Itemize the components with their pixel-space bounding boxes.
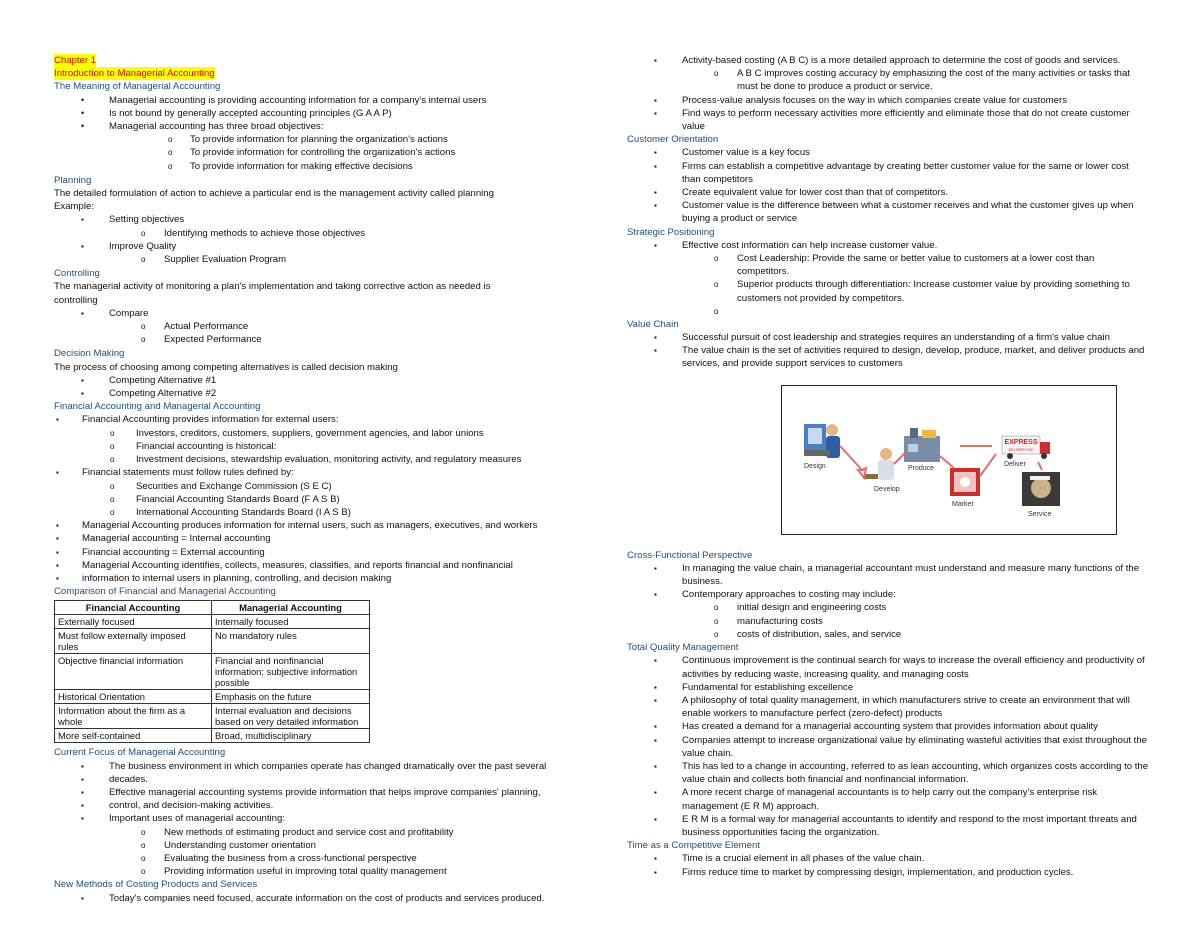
diagram-label-deliver: Deliver: [1004, 460, 1026, 468]
heading-current-focus: Current Focus of Managerial Accounting: [54, 747, 226, 759]
table-row: [55, 690, 370, 704]
develop-figure: [864, 448, 894, 480]
list-item: ▪ decades.: [54, 773, 564, 786]
list-item: ▪ The business environment in which companies operate has changed dramatically over the past several: [54, 760, 564, 773]
list-item: ▪ Successful pursuit of cost leadership and strategies requires an understanding of a firm's value chain: [627, 331, 1149, 344]
list-item: ▪ Managerial accounting = Internal accounting: [54, 532, 564, 545]
market-figure: [950, 468, 980, 496]
list-item: o New methods of estimating product and service cost and profitability: [54, 826, 564, 839]
list-item: ▪ Fundamental for establishing excellence: [627, 681, 1149, 694]
table-cell: Information about the firm as a whole: [55, 704, 212, 729]
diagram-label-produce: Produce: [908, 464, 935, 472]
list-item: ▪ Competing Alternative #1: [54, 374, 564, 387]
heading-cross-functional: Cross-Functional Perspective: [627, 549, 753, 561]
financial-list: [54, 413, 564, 585]
table-row: [55, 729, 370, 743]
list-item: o Financial Accounting Standards Board (F A S B): [54, 493, 564, 506]
list-item: ▪ E R M is a formal way for managerial accountants to identify and respond to the most important threats and business opportunities facing the organization.: [627, 813, 1149, 839]
list-item: • Is not bound by generally accepted accounting principles (G A A P): [54, 107, 564, 120]
planning-paragraph: The detailed formulation of action to achieve a particular end is the management activity called planning: [54, 188, 494, 200]
service-figure: [1022, 472, 1060, 506]
list-item: o Financial accounting is historical:: [54, 440, 564, 453]
controlling-paragraph: The managerial activity of monitoring a plan's implementation and taking corrective action as needed is controlling: [54, 281, 491, 306]
list-item: • Managerial accounting has three broad objectives:: [54, 120, 564, 133]
list-item: o A B C improves costing accuracy by emphasizing the cost of the many activities or tasks that must be done to produce a product or service.: [627, 67, 1149, 93]
diagram-label-develop: Develop: [874, 485, 900, 493]
list-item: ▪ Improve Quality: [54, 240, 564, 253]
current-focus-list: [54, 760, 564, 879]
list-item: o Providing information useful in improving total quality management: [54, 865, 564, 878]
value-chain-list: [627, 331, 1149, 371]
list-item: ▪ Effective managerial accounting systems provide information that helps improve companies' planning,: [54, 786, 564, 799]
list-item: ▪ Effective cost information can help increase customer value.: [627, 239, 1149, 252]
table-cell: Objective financial information: [55, 654, 212, 690]
table-cell: Broad, multidisciplinary: [212, 729, 370, 743]
left-column: [54, 54, 564, 905]
planning-list: [54, 213, 564, 266]
comparison-table: [54, 600, 370, 743]
diagram-label-market: Market: [952, 500, 974, 508]
table-cell: More self-contained: [55, 729, 212, 743]
list-item: o Expected Performance: [54, 333, 564, 346]
heading-controlling: Controlling: [54, 268, 100, 280]
value-chain-illustration: [782, 386, 1116, 534]
list-item: o Evaluating the business from a cross-functional perspective: [54, 852, 564, 865]
produce-figure: [904, 428, 940, 462]
table-cell: Must follow externally imposed rules: [55, 629, 212, 654]
abc-list: [627, 54, 1149, 133]
heading-time: Time as a Competitive Element: [627, 840, 760, 852]
list-item: o International Accounting Standards Board (I A S B): [54, 506, 564, 519]
meaning-list: [54, 94, 564, 173]
table-cell: Externally focused: [55, 615, 212, 629]
list-item: ▪ Find ways to perform necessary activities more efficiently and eliminate those that do not create customer value: [627, 107, 1149, 133]
list-item: o Supplier Evaluation Program: [54, 253, 564, 266]
table-header-cell: Managerial Accounting: [212, 601, 370, 615]
list-item: ▪ Financial statements must follow rules defined by:: [54, 466, 564, 479]
table-row: [55, 704, 370, 729]
list-item: ▪ control, and decision-making activities.: [54, 799, 564, 812]
right-column: [627, 54, 1149, 879]
customer-list: [627, 146, 1149, 225]
heading-new-methods: New Methods of Costing Products and Services: [54, 879, 258, 891]
example-label: Example:: [54, 201, 94, 213]
list-item: ▪ Setting objectives: [54, 213, 564, 226]
list-item: ▪ The value chain is the set of activities required to design, develop, produce, market, and deliver products and services, and provide support services to customers: [627, 344, 1149, 370]
heading-meaning: The Meaning of Managerial Accounting: [54, 81, 221, 93]
strategic-list: [627, 239, 1149, 318]
list-item: o Actual Performance: [54, 320, 564, 333]
heading-value-chain: Value Chain: [627, 318, 679, 330]
decision-paragraph: The process of choosing among competing alternatives is called decision making: [54, 361, 398, 373]
list-item: ▪ Process-value analysis focuses on the way in which companies create value for customers: [627, 94, 1149, 107]
heading-planning: Planning: [54, 174, 92, 186]
list-item: o Investment decisions, stewardship evaluation, monitoring activity, and regulatory measures: [54, 453, 564, 466]
list-item: o To provide information for planning the organization's actions: [54, 133, 564, 146]
table-row: [55, 654, 370, 690]
list-item: ▪ Has created a demand for a managerial accounting system that provides information about quality: [627, 720, 1149, 733]
heading-comparison: Comparison of Financial and Managerial Accounting: [54, 586, 276, 598]
list-item: ▪ Customer value is a key focus: [627, 146, 1149, 159]
list-item: [627, 305, 1149, 318]
list-item: ▪ Compare: [54, 307, 564, 320]
list-item: ▪ Important uses of managerial accounting:: [54, 812, 564, 825]
table-row: [55, 629, 370, 654]
list-item: ▪ Financial Accounting provides information for external users:: [54, 413, 564, 426]
list-item: ▪ Create equivalent value for lower cost than that of competitors.: [627, 186, 1149, 199]
list-item: ▪ Contemporary approaches to costing may include:: [627, 588, 1149, 601]
new-methods-list: [54, 892, 564, 905]
heading-total-quality: Total Quality Management: [627, 642, 739, 654]
chapter-title: Introduction to Managerial Accounting: [54, 68, 215, 80]
list-item: ▪ Financial accounting = External accounting: [54, 546, 564, 559]
list-item: ▪ In managing the value chain, a managerial accountant must understand and measure many functions of the business.: [627, 562, 1149, 588]
truck-brand-sublabel: DELIVERY INC: [1008, 447, 1034, 452]
table-cell: Historical Orientation: [55, 690, 212, 704]
decision-list: [54, 374, 564, 400]
list-item: ▪ Time is a crucial element in all phases of the value chain.: [627, 852, 1149, 865]
list-item: ▪ Today's companies need focused, accurate information on the cost of products and services produced.: [54, 892, 564, 905]
diagram-label-design: Design: [804, 462, 826, 470]
table-header-cell: Financial Accounting: [55, 601, 212, 615]
list-item: ▪ Firms reduce time to market by compressing design, implementation, and production cycles.: [627, 866, 1149, 879]
heading-customer-orientation: Customer Orientation: [627, 134, 719, 146]
list-item: o costs of distribution, sales, and service: [627, 628, 1149, 641]
list-item: ▪ A philosophy of total quality management, in which manufacturers strive to create an environment that will enable workers to manufacture perfect (zero-defect) products: [627, 694, 1149, 720]
list-item: ▪ This has led to a change in accounting, referred to as lean accounting, which organizes costs according to the value chain and collects both financial and nonfinancial information.: [627, 760, 1149, 786]
list-item: o To provide information for making effective decisions: [54, 160, 564, 173]
list-item: ▪ information to internal users in planning, controlling, and decision making: [54, 572, 564, 585]
table-cell: Internally focused: [212, 615, 370, 629]
list-item: ▪ Competing Alternative #2: [54, 387, 564, 400]
table-cell: Internal evaluation and decisions based on very detailed information: [212, 704, 370, 729]
list-item: o To provide information for controlling the organization's actions: [54, 146, 564, 159]
controlling-list: [54, 307, 564, 347]
list-item: ▪ Customer value is the difference between what a customer receives and what the customer gives up when buying a product or service: [627, 199, 1149, 225]
list-item: o Investors, creditors, customers, suppliers, government agencies, and labor unions: [54, 427, 564, 440]
heading-strategic-positioning: Strategic Positioning: [627, 226, 715, 238]
list-item: • Managerial accounting is providing accounting information for a company's internal users: [54, 94, 564, 107]
list-item: o Understanding customer orientation: [54, 839, 564, 852]
cross-functional-list: [627, 562, 1149, 641]
table-cell: Emphasis on the future: [212, 690, 370, 704]
list-item: ▪ Firms can establish a competitive advantage by creating better customer value for the same or lower cost than competitors: [627, 160, 1149, 186]
list-item: o Identifying methods to achieve those objectives: [54, 227, 564, 240]
list-item: ▪ A more recent charge of managerial accountants is to help carry out the company's enterprise risk management (E R M) approach.: [627, 786, 1149, 812]
truck-brand-label: EXPRESS: [1004, 438, 1038, 446]
table-cell: No mandatory rules: [212, 629, 370, 654]
list-item: o Cost Leadership: Provide the same or better value to customers at a lower cost than competitors.: [627, 252, 1149, 278]
list-item: ▪ Activity-based costing (A B C) is a more detailed approach to determine the cost of goods and services.: [627, 54, 1149, 67]
list-item: ▪ Managerial Accounting identifies, collects, measures, classifies, and reports financial and nonfinancial: [54, 559, 564, 572]
table-row: [55, 615, 370, 629]
list-item: o Superior products through differentiation: Increase customer value by providing something to customers not provided by competitors.: [627, 278, 1149, 304]
heading-decision: Decision Making: [54, 348, 125, 360]
list-item: ▪ Managerial Accounting produces information for internal users, such as managers, executives, and workers: [54, 519, 564, 532]
value-chain-diagram: [781, 385, 1117, 535]
chapter-label: Chapter 1: [54, 55, 97, 66]
table-header-row: [55, 601, 370, 615]
table-cell: Financial and nonfinancial information; subjective information possible: [212, 654, 370, 690]
total-quality-list: [627, 654, 1149, 839]
list-item: ▪ Continuous improvement is the continual search for ways to increase the overall efficiency and productivity of activities by reducing waste, increasing quality, and managing costs: [627, 654, 1149, 680]
list-item: o Securities and Exchange Commission (S E C): [54, 480, 564, 493]
list-item: o initial design and engineering costs: [627, 601, 1149, 614]
diagram-label-service: Service: [1028, 510, 1052, 518]
heading-financial: Financial Accounting and Managerial Accounting: [54, 401, 261, 413]
design-figure: [804, 424, 840, 458]
time-list: [627, 852, 1149, 878]
list-item: ▪ Companies attempt to increase organizational value by eliminating wasteful activities that exist throughout the value chain.: [627, 734, 1149, 760]
list-item: o manufacturing costs: [627, 615, 1149, 628]
